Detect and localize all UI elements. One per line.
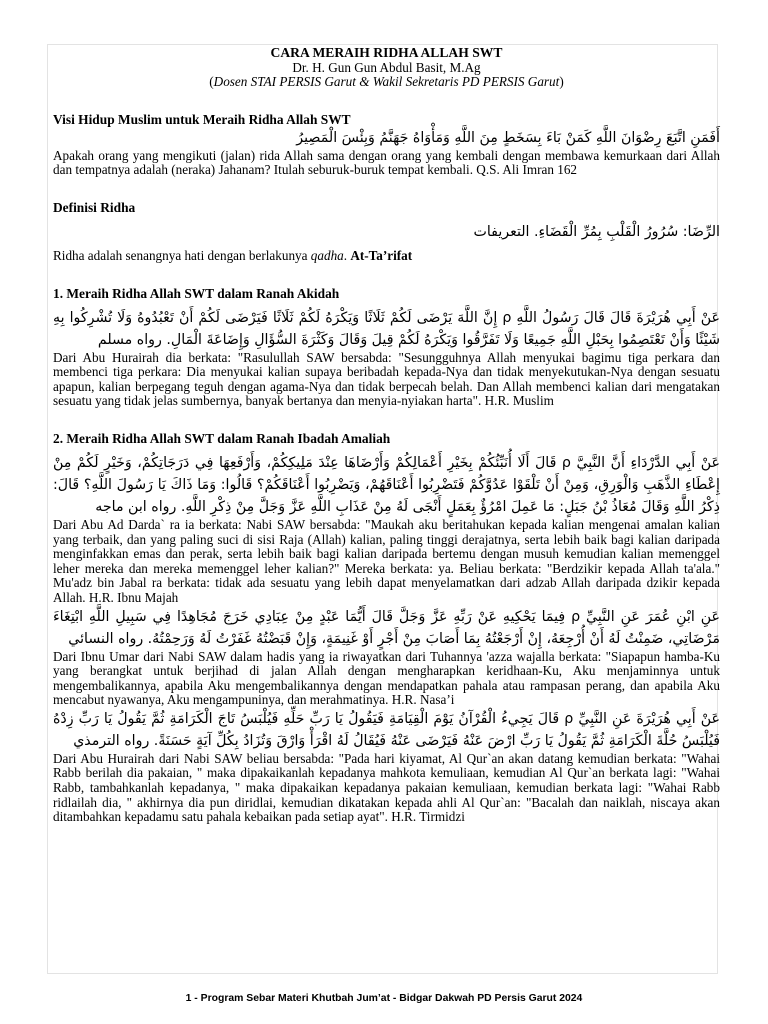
author-affiliation: (Dosen STAI PERSIS Garut & Wakil Sekretaris PD PERSIS Garut) <box>209 74 564 90</box>
affiliation-text: Dosen STAI PERSIS Garut & Wakil Sekretaris PD PERSIS Garut <box>213 74 560 90</box>
arabic-visi: أَفَمَنِ اتَّبَعَ رِضْوَانَ اللَّهِ كَمَنْ بَاءَ بِسَخَطٍ مِنَ اللَّهِ وَمَأْوَاهُ جَهَنَّمُ وَبِئْسَ الْمَصِيرُ <box>296 129 720 146</box>
translation-ibadah-1: Dari Abu Ad Darda` ra ia berkata: Nabi SAW bersabda: "Maukah aku beritahukan kepada kalian mengenai amalan kalian yang terbaik, dan yang paling suci di sisi Raja (Allah) kalian, paling tinggi derajatnya, serta lebih baik bagi kalian daripada menginfakkan emas dan perak, serta lebih baik bagi kalian daripada bertemu dengan musuh kemudian kalian memenggel leher mereka dan mereka memenggel leher kalian?" Mereka berkata: ya. Beliau berkata: "Berdzikir kepada Allah ta'ala." Mu'adz bin Jabal ra berkata: tidak ada sesuatu yang lebih dapat menyelamatkan dari adzab Allah daripada dzikir kepada Allah. H.R. Ibnu Majah <box>53 516 720 605</box>
author-name: Dr. H. Gun Gun Abdul Basit, M.Ag <box>292 59 481 75</box>
heading-visi: Visi Hidup Muslim untuk Meraih Ridha Allah SWT <box>53 111 351 127</box>
arabic-ibadah-3: عَنْ أَبِي هُرَيْرَةَ عَنِ النَّبِيِّ ρ قَالَ يَجِيءُ الْقُرْآنُ يَوْمَ الْقِيَامَةِ فَيَقُولُ يَا رَبِّ حَلِّهِ فَيُلْبَسُ تَاجَ الْكَرَامَةِ ثُمَّ يَقُولُ يَا رَبِّ زِدْهُ فَيُلْبَسُ حُلَّةَ الْكَرَامَةِ ثُمَّ يَقُولُ يَا رَبِّ ارْضَ عَنْهُ فَيَرْضَى عَنْهُ فَيُقَالُ لَهُ اقْرَأْ وَارْقَ وَتُزَادُ بِكُلِّ آيَةٍ حَسَنَةً. رواه الترمذي <box>53 710 720 749</box>
heading-ibadah: 2. Meraih Ridha Allah SWT dalam Ranah Ibadah Amaliah <box>53 430 391 446</box>
text-definisi: Ridha adalah senangnya hati dengan berlakunya qadha. At-Ta’rifat <box>53 247 413 263</box>
arabic-ibadah-2: عَنِ ابْنِ عُمَرَ عَنِ النَّبِيِّ ρ فِيمَا يَحْكِيهِ عَنْ رَبِّهِ عَزَّ وَجَلَّ قَالَ أَيُّمَا عَبْدٍ مِنْ عِبَادِي خَرَجَ مُجَاهِدًا فِي سَبِيلِ اللَّهِ ابْتِغَاءَ مَرْضَاتِي، ضَمِنْتُ لَهُ أَنْ أُرْجِعَهُ، إِنْ أَرْجَعْتُهُ بِمَا أَصَابَ مِنْ أَجْرٍ أَوْ غَنِيمَةٍ، وَإِنْ قَبَضْتُهُ غَفَرْتُ لَهُ وَرَحِمْتُهُ. رواه النسائي <box>53 608 720 647</box>
heading-definisi: Definisi Ridha <box>53 199 136 215</box>
translation-ibadah-2: Dari Ibnu Umar dari Nabi SAW dalam hadis yang ia riwayatkan dari Tuhannya 'azza wajalla berkata: "Siapapun hamba-Ku yang berangkat untuk berjihad di jalan Allah dengan mengharapkan keridhaan-Ku, Aku menjaminnya untuk mengembalikannya, apabila Aku mengembalikannya dengan mendapatkan pahala atau rampasan perang, dan apabila Aku mencabut nyawanya, Aku mengampuninya, dan merahmatinya. H.R. Nasa’i <box>53 648 720 708</box>
translation-akidah: Dari Abu Hurairah dia berkata: "Rasulullah SAW bersabda: "Sesungguhnya Allah menyukai bagimu tiga perkara dan membenci tiga perkara: Dia menyukai kalian supaya beribadah kepada-Nya dan tidak menyekutukan-Nya dengan sesuatu apapun, kalian berpegang teguh dengan agama-Nya dan tidak berpecah belah. Dan Allah membenci kalian dari mengatakan sesuatu yang tidak jelas sumbernya, banyak bertanya dan menyia-nyiakan harta". H.R. Muslim <box>53 349 720 409</box>
document-title: CARA MERAIH RIDHA ALLAH SWT <box>270 45 503 60</box>
heading-akidah: 1. Meraih Ridha Allah SWT dalam Ranah Akidah <box>53 285 340 301</box>
translation-ibadah-3: Dari Abu Hurairah dari Nabi SAW beliau bersabda: "Pada hari kiyamat, Al Qur`an akan datang kemudian berkata: "Wahai Rabb berilah dia pakaian, " maka dipakaikanlah kepadanya mahkota kemuliaan, kemudian Al Qur`an berkata lagi: "Wahai Rabb, tambahkanlah kepadanya, " maka dipakaikan kepadanya pakaian kemuliaan, kemudian berkata lagi: "Wahai Rabb ridlailah dia, " akhirnya dia pun diridlai, kemudian dikatakan kepada ahli Al Qur`an: "Bacalah dan naiklah, niscaya akan ditambahkan kepadamu satu pahala kebaikan pada setiap ayat". H.R. Tirmidzi <box>53 750 720 825</box>
arabic-akidah: عَنْ أَبِي هُرَيْرَةَ قَالَ قَالَ رَسُولُ اللَّهِ ρ إِنَّ اللَّهَ يَرْضَى لَكُمْ ثَلَاثًا وَيَكْرَهُ لَكُمْ ثَلَاثًا فَيَرْضَى لَكُمْ أَنْ تَعْبُدُوهُ وَلَا تُشْرِكُوا بِهِ شَيْئًا وَأَنْ تَعْتَصِمُوا بِحَبْلِ اللَّهِ جَمِيعًا وَلَا تَفَرَّقُوا وَيَكْرَهُ لَكُمْ قِيلَ وَقَالَ وَكَثْرَةَ السُّؤَالِ وَإِضَاعَةَ الْمَالِ. رواه مسلم <box>53 309 720 348</box>
translation-visi: Apakah orang yang mengikuti (jalan) rida Allah sama dengan orang yang kembali dengan membawa kemurkaan dari Allah dan tempatnya adalah (neraka) Jahanam? Itulah seburuk-buruk tempat kembali. Q.S. Ali Imran 162 <box>53 147 720 178</box>
page-footer: 1 - Program Sebar Materi Khutbah Jum’at - Bidgar Dakwah PD Persis Garut 2024 <box>185 993 583 1004</box>
document-body <box>53 44 720 825</box>
arabic-definisi: الرِّضَا: سُرُورُ الْقَلْبِ بِمُرِّ الْقَضَاءِ. التعريفات <box>473 223 720 240</box>
arabic-ibadah-1: عَنْ أَبِي الدَّرْدَاءِ أَنَّ النَّبِيَّ ρ قَالَ أَلَا أُنَبِّئُكُمْ بِخَيْرِ أَعْمَالِكُمْ وَأَرْضَاهَا عِنْدَ مَلِيكِكُمْ، وَأَرْفَعِهَا فِي دَرَجَاتِكُمْ، وَخَيْرٍ لَكُمْ مِنْ إِعْطَاءِ الذَّهَبِ وَالْوَرِقِ، وَمِنْ أَنْ تَلْقَوْا عَدُوَّكُمْ فَتَضْرِبُوا أَعْنَاقَهُمْ، وَيَضْرِبُوا أَعْنَاقَكُمْ؟ قَالُوا: وَمَا ذَاكَ يَا رَسُولَ اللَّهِ؟ قَالَ: ذِكْرُ اللَّهِ وَقَالَ مُعَاذُ بْنُ جَبَلٍ: مَا عَمِلَ امْرُؤٌ بِعَمَلٍ أَنْجَى لَهُ مِنْ عَذَابِ اللَّهِ عَزَّ وَجَلَّ مِنْ ذِكْرِ اللَّهِ. رواه ابن ماجه <box>53 454 720 515</box>
